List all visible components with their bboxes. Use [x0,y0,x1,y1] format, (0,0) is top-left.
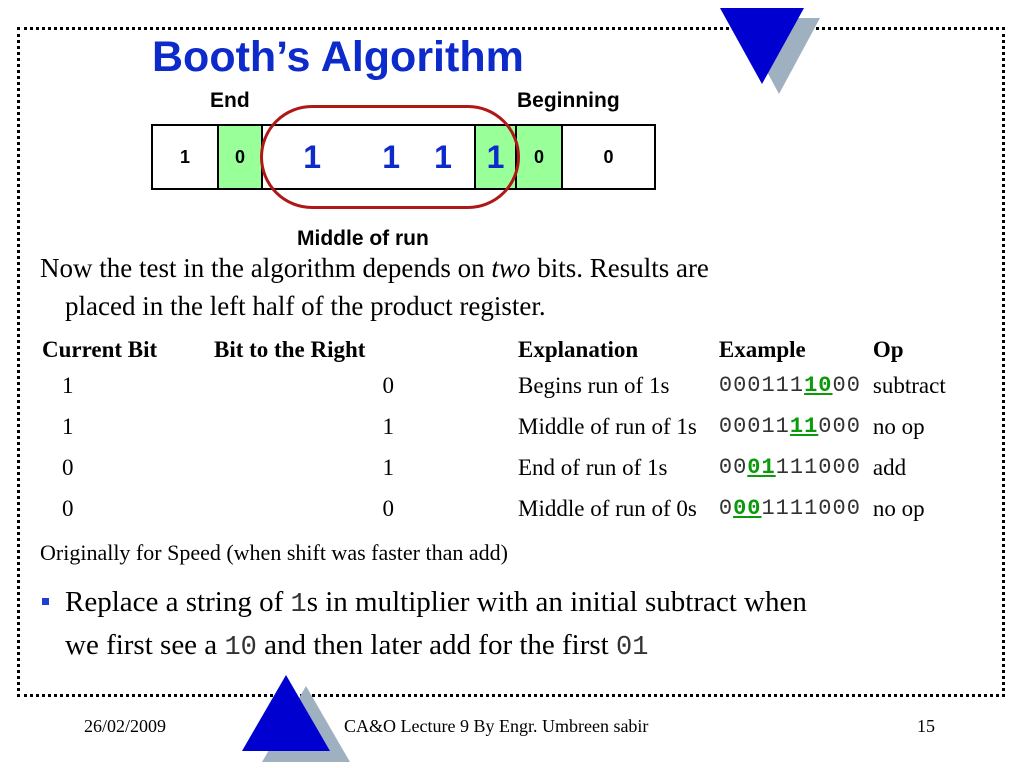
header-current-bit: Current Bit [42,336,158,362]
header-op: Op [872,336,904,362]
example-prefix: 000111 [718,373,805,398]
table-row [36,365,952,406]
bullet-point [42,582,972,668]
intro-text: bits. Results are [530,253,709,283]
current-bit: 1 [62,413,74,439]
operation: add [872,454,907,480]
footer-title: CA&O Lecture 9 By Engr. Umbreen sabir [344,716,649,736]
bit-cell-run: 1 [303,138,321,175]
example-suffix: 00 [832,373,861,398]
example-highlight: 00 [733,496,762,521]
table-row [36,406,952,447]
example-prefix: 00 [718,455,748,480]
bit-to-right: 0 [382,495,394,521]
current-bit: 0 [62,454,74,480]
explanation: Begins run of 1s [518,372,670,398]
down-triangle-icon [720,8,804,84]
example-highlight: 11 [789,414,819,439]
explanation: End of run of 1s [518,454,668,480]
bullet-code: 01 [616,633,649,663]
bit-to-right: 1 [382,454,394,480]
bit-cell-run: 1 [412,126,476,188]
example-prefix: 00011 [718,414,790,439]
bullet-code: 1 [290,590,307,620]
example [703,365,867,406]
bit-to-right: 0 [382,372,394,398]
intro-text: Now the test in the algorithm depends on [40,253,492,283]
current-bit: 1 [62,372,74,398]
bullet-text-part: and then later add for the first [256,629,616,661]
bullet-text-part: s in multiplier with an initial subtract when [306,586,807,618]
page-number: 15 [917,716,935,736]
example [703,447,867,488]
bit-cell-beginning: 0 [517,126,563,188]
header-explanation: Explanation [518,336,639,362]
header-bit-right: Bit to the Right [214,336,366,362]
explanation: Middle of run of 1s [518,413,697,439]
booth-truth-table [36,334,952,529]
explanation: Middle of run of 0s [518,495,697,521]
label-end: End [210,89,250,112]
example-suffix: 000 [818,414,861,439]
bullet-text-part: we first see a [65,629,225,661]
example-highlight: 10 [804,373,833,398]
example-suffix: 111000 [775,455,861,480]
bullet-text [42,582,972,668]
table-header-row [36,334,952,365]
operation: subtract [872,372,946,398]
up-triangle-icon [242,675,330,751]
footer-date: 26/02/2009 [84,716,167,736]
table-row [36,488,952,529]
intro-emphasis: two [491,253,531,283]
bit-cell: 1 [153,126,219,188]
example-highlight: 01 [747,455,776,480]
example [703,488,867,529]
intro-paragraph [40,249,960,325]
bullet-square-icon [42,598,49,605]
header-example: Example [718,336,806,362]
slide-title: Booth’s Algorithm [152,33,524,81]
label-beginning: Beginning [517,89,620,112]
intro-line-2: placed in the left half of the product register. [65,291,546,321]
current-bit: 0 [62,495,74,521]
run-circle [260,105,520,209]
bit-to-right: 1 [382,413,394,439]
example-prefix: 0 [718,496,734,521]
bit-cell-run: 1 [382,138,400,175]
label-middle-of-run: Middle of run [297,227,429,250]
table-row [36,447,952,488]
example-suffix: 1111000 [761,496,861,521]
bit-cell-beginning: 1 [476,126,517,188]
example [703,406,867,447]
origin-note: Originally for Speed (when shift was faster than add) [40,540,508,565]
bullet-code: 10 [224,633,257,663]
bit-cell-end: 0 [219,126,263,188]
bullet-text-part: Replace a string of [65,586,291,618]
operation: no op [872,413,925,439]
operation: no op [872,495,925,521]
bit-cell: 0 [603,146,614,167]
